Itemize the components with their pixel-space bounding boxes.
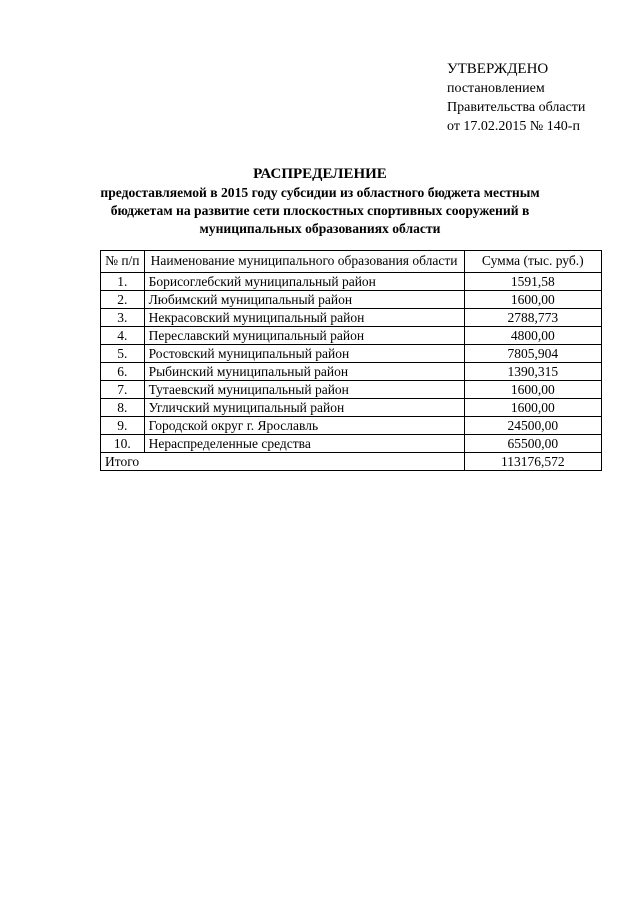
approval-date-number: от 17.02.2015 № 140-п [447, 119, 580, 134]
row-sum: 1591,58 [464, 273, 601, 291]
row-number: 3. [101, 309, 145, 327]
table-row [101, 399, 602, 417]
total-row [101, 453, 602, 471]
row-municipality: Любимский муниципальный район [144, 291, 464, 309]
table-header-row [101, 251, 602, 273]
table-row [101, 291, 602, 309]
row-number: 10. [101, 435, 145, 453]
total-sum: 113176,572 [464, 453, 601, 471]
row-municipality: Нераспределенные средства [144, 435, 464, 453]
row-sum: 1600,00 [464, 291, 601, 309]
header-municipality: Наименование муниципального образования области [144, 251, 464, 273]
row-municipality: Угличский муниципальный район [144, 399, 464, 417]
row-municipality: Переславский муниципальный район [144, 327, 464, 345]
row-municipality: Рыбинский муниципальный район [144, 363, 464, 381]
table-row [101, 363, 602, 381]
table-row [101, 273, 602, 291]
table-row [101, 417, 602, 435]
approval-heading: УТВЕРЖДЕНО [447, 61, 549, 77]
table-row [101, 309, 602, 327]
row-sum: 1600,00 [464, 399, 601, 417]
row-sum: 1600,00 [464, 381, 601, 399]
row-sum: 1390,315 [464, 363, 601, 381]
header-sum: Сумма (тыс. руб.) [464, 251, 601, 273]
distribution-table [100, 250, 602, 471]
row-number: 7. [101, 381, 145, 399]
row-municipality: Ростовский муниципальный район [144, 345, 464, 363]
row-sum: 7805,904 [464, 345, 601, 363]
row-sum: 2788,773 [464, 309, 601, 327]
row-number: 2. [101, 291, 145, 309]
row-number: 9. [101, 417, 145, 435]
row-municipality: Городской округ г. Ярославль [144, 417, 464, 435]
table-row [101, 435, 602, 453]
approval-line: постановлением [447, 81, 545, 96]
row-municipality: Борисоглебский муниципальный район [144, 273, 464, 291]
document-heading [90, 164, 550, 238]
row-municipality: Тутаевский муниципальный район [144, 381, 464, 399]
row-sum: 4800,00 [464, 327, 601, 345]
table-row [101, 327, 602, 345]
approval-stamp [447, 60, 585, 136]
row-sum: 65500,00 [464, 435, 601, 453]
row-number: 8. [101, 399, 145, 417]
document-subtitle: предоставляемой в 2015 году субсидии из областного бюджета местным бюджетам на развитие сети плоскостных спортивных сооружений в муниципальных образованиях области [100, 185, 540, 236]
row-number: 5. [101, 345, 145, 363]
document-title: РАСПРЕДЕЛЕНИЕ [253, 166, 387, 182]
row-number: 4. [101, 327, 145, 345]
row-number: 1. [101, 273, 145, 291]
total-label: Итого [101, 453, 465, 471]
row-number: 6. [101, 363, 145, 381]
row-sum: 24500,00 [464, 417, 601, 435]
table-row [101, 345, 602, 363]
table-row [101, 381, 602, 399]
approval-line: Правительства области [447, 100, 586, 115]
row-municipality: Некрасовский муниципальный район [144, 309, 464, 327]
header-number: № п/п [101, 251, 145, 273]
